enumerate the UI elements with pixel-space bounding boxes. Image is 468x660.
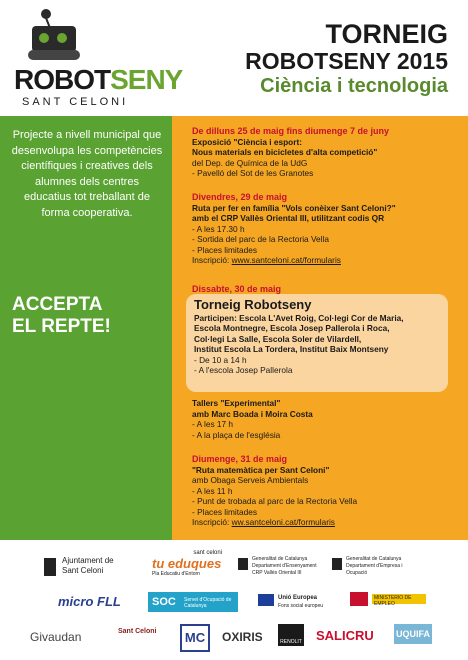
event-family-route — [192, 192, 462, 266]
tueduques-top: sant celoni — [193, 550, 222, 556]
robotseny-logo — [14, 6, 183, 110]
event-date-heading: De dilluns 25 de maig fins diumenge 7 de juny — [192, 126, 390, 136]
ministerio-label: MINISTERIO DE EMPLEO — [374, 595, 412, 607]
event-detail: del Dep. de Química de la UdG — [192, 157, 308, 168]
event-title: Ruta per fer en família "Vols conèixer Sant Celoni?" — [192, 202, 396, 213]
event-title: Nous materials en bicicletes d'alta competició" — [192, 147, 378, 157]
microfll-logo: micro FLL — [58, 594, 121, 609]
eu-logo — [258, 594, 338, 610]
event-detail: - A la plaça de l'església — [192, 429, 281, 440]
hospital-logo: Sant Celoni — [118, 628, 157, 635]
mc-logo: MC — [180, 624, 210, 652]
tueduques-sub: Pla Educatiu d'Entorn — [152, 571, 200, 577]
event-title: amb Marc Boada i Moira Costa — [192, 408, 313, 419]
event-date-heading: Dissabte, 30 de maig — [192, 284, 282, 294]
coat-of-arms-icon — [44, 558, 56, 576]
page-title — [245, 20, 448, 98]
gencat-icon — [332, 558, 342, 570]
event-math-route — [192, 454, 462, 528]
event-detail: - A les 11 h — [192, 485, 233, 496]
event-detail: - Pavelló del Sot de les Granotes — [192, 168, 314, 178]
cta-line-2: EL REPTE! — [12, 316, 111, 337]
logo-wordmark — [14, 64, 182, 96]
participants-line: Col·legi La Salle, Escola Soler de Vilardell, — [194, 333, 362, 344]
eu-sub: Fons social europeu — [278, 603, 324, 609]
soc-sub: Servei d'Ocupació de Catalunya — [184, 597, 232, 609]
event-title: amb el CRP Vallès Oriental III, utilitzant codis QR — [192, 213, 385, 223]
participants-line: Participen: Escola L'Avet Roig, Col·legi Cor de Maria, — [194, 312, 404, 323]
tournament-highlight — [186, 294, 448, 392]
event-tournament — [194, 297, 444, 376]
header — [0, 0, 468, 116]
gencat-ensenyament-label: Generalitat de Catalunya Departament d'Ensenyament CRP Vallès Oriental III — [252, 556, 317, 576]
sponsor-footer — [0, 540, 468, 660]
ajuntament-label: Ajuntament de Sant Celoni — [62, 556, 114, 575]
event-detail: - A les 17.30 h — [192, 223, 245, 234]
logo-robot-text: ROBOT — [14, 64, 111, 95]
eu-flag-icon — [258, 594, 274, 606]
registration-link[interactable]: ww.santceloni.cat/formularis — [231, 517, 335, 527]
gencat-ensenyament-logo — [238, 556, 318, 577]
event-detail: - De 10 a 14 h — [194, 354, 247, 365]
salicru-logo: SALICRU — [316, 628, 374, 643]
registration-label: Inscripció: — [192, 517, 232, 527]
logo-subtitle: SANT CELONI — [22, 96, 129, 108]
gencat-empresa-logo — [332, 556, 418, 577]
intro-panel — [0, 116, 172, 540]
uquifa-logo: UQUIFA — [394, 624, 432, 644]
tueduques-wordmark: tu eduques — [152, 556, 222, 571]
logo-seny-text: SENY — [110, 64, 183, 95]
event-registration — [192, 517, 462, 528]
intro-text: Projecte a nivell municipal que desenvolupa les competències científiques i creatives dels alumnes dels centres educatius tot treballant de forma cooperativa. — [11, 129, 163, 219]
ajuntament-logo — [62, 556, 132, 576]
cta-line-1: ACCEPTA — [12, 294, 103, 315]
tournament-title: Torneig Robotseny — [194, 297, 312, 312]
givaudan-logo: Givaudan — [30, 630, 82, 644]
spain-crest-icon — [350, 592, 368, 606]
call-to-action — [12, 294, 111, 338]
title-line-1: TORNEIG — [325, 19, 448, 49]
renolit-logo: RENOLIT — [278, 624, 304, 646]
event-detail: - Punt de trobada al parc de la Rectoria Vella — [192, 496, 358, 506]
event-title: "Ruta matemàtica per Sant Celoni" — [192, 464, 330, 475]
event-registration — [192, 255, 462, 266]
event-exhibition — [192, 126, 462, 179]
tueduques-logo — [152, 550, 222, 577]
title-line-3: Ciència i tecnologia — [260, 75, 448, 97]
registration-label: Inscripció: — [192, 255, 232, 265]
event-detail: - Places limitades — [192, 506, 258, 517]
event-detail: - Places limitades — [192, 244, 258, 255]
soc-logo — [148, 592, 238, 612]
event-detail: - Sortida del parc de la Rectoria Vella — [192, 234, 329, 244]
soc-label: SOC — [152, 596, 176, 608]
events-panel — [172, 116, 468, 540]
title-line-2: ROBOTSENY 2015 — [245, 48, 448, 74]
event-date-heading: Diumenge, 31 de maig — [192, 454, 288, 464]
gencat-empresa-label: Generalitat de Catalunya Departament d'Empresa i Ocupació — [346, 556, 403, 576]
gencat-icon — [238, 558, 248, 570]
participants-line: Escola Montnegre, Escola Josep Pallerola i Roca, — [194, 323, 390, 333]
event-tournament-heading-wrap — [192, 284, 462, 295]
event-detail: - A les 17 h — [192, 419, 234, 429]
event-title: Tallers "Experimental" — [192, 398, 281, 408]
registration-link[interactable]: www.santceloni.cat/formularis — [231, 255, 341, 265]
participants-line: Institut Escola La Tordera, Institut Baix Montseny — [194, 344, 389, 354]
event-title: Exposició "Ciència i esport: — [192, 136, 302, 147]
event-workshops — [192, 398, 462, 440]
robot-icon — [24, 6, 84, 66]
eu-label: Unió Europea — [278, 595, 318, 601]
event-date-heading: Divendres, 29 de maig — [192, 192, 288, 202]
oxiris-logo: OXIRIS — [222, 630, 263, 644]
event-detail: - A l'escola Josep Pallerola — [194, 365, 293, 375]
event-detail: amb Obaga Serveis Ambientals — [192, 475, 309, 485]
